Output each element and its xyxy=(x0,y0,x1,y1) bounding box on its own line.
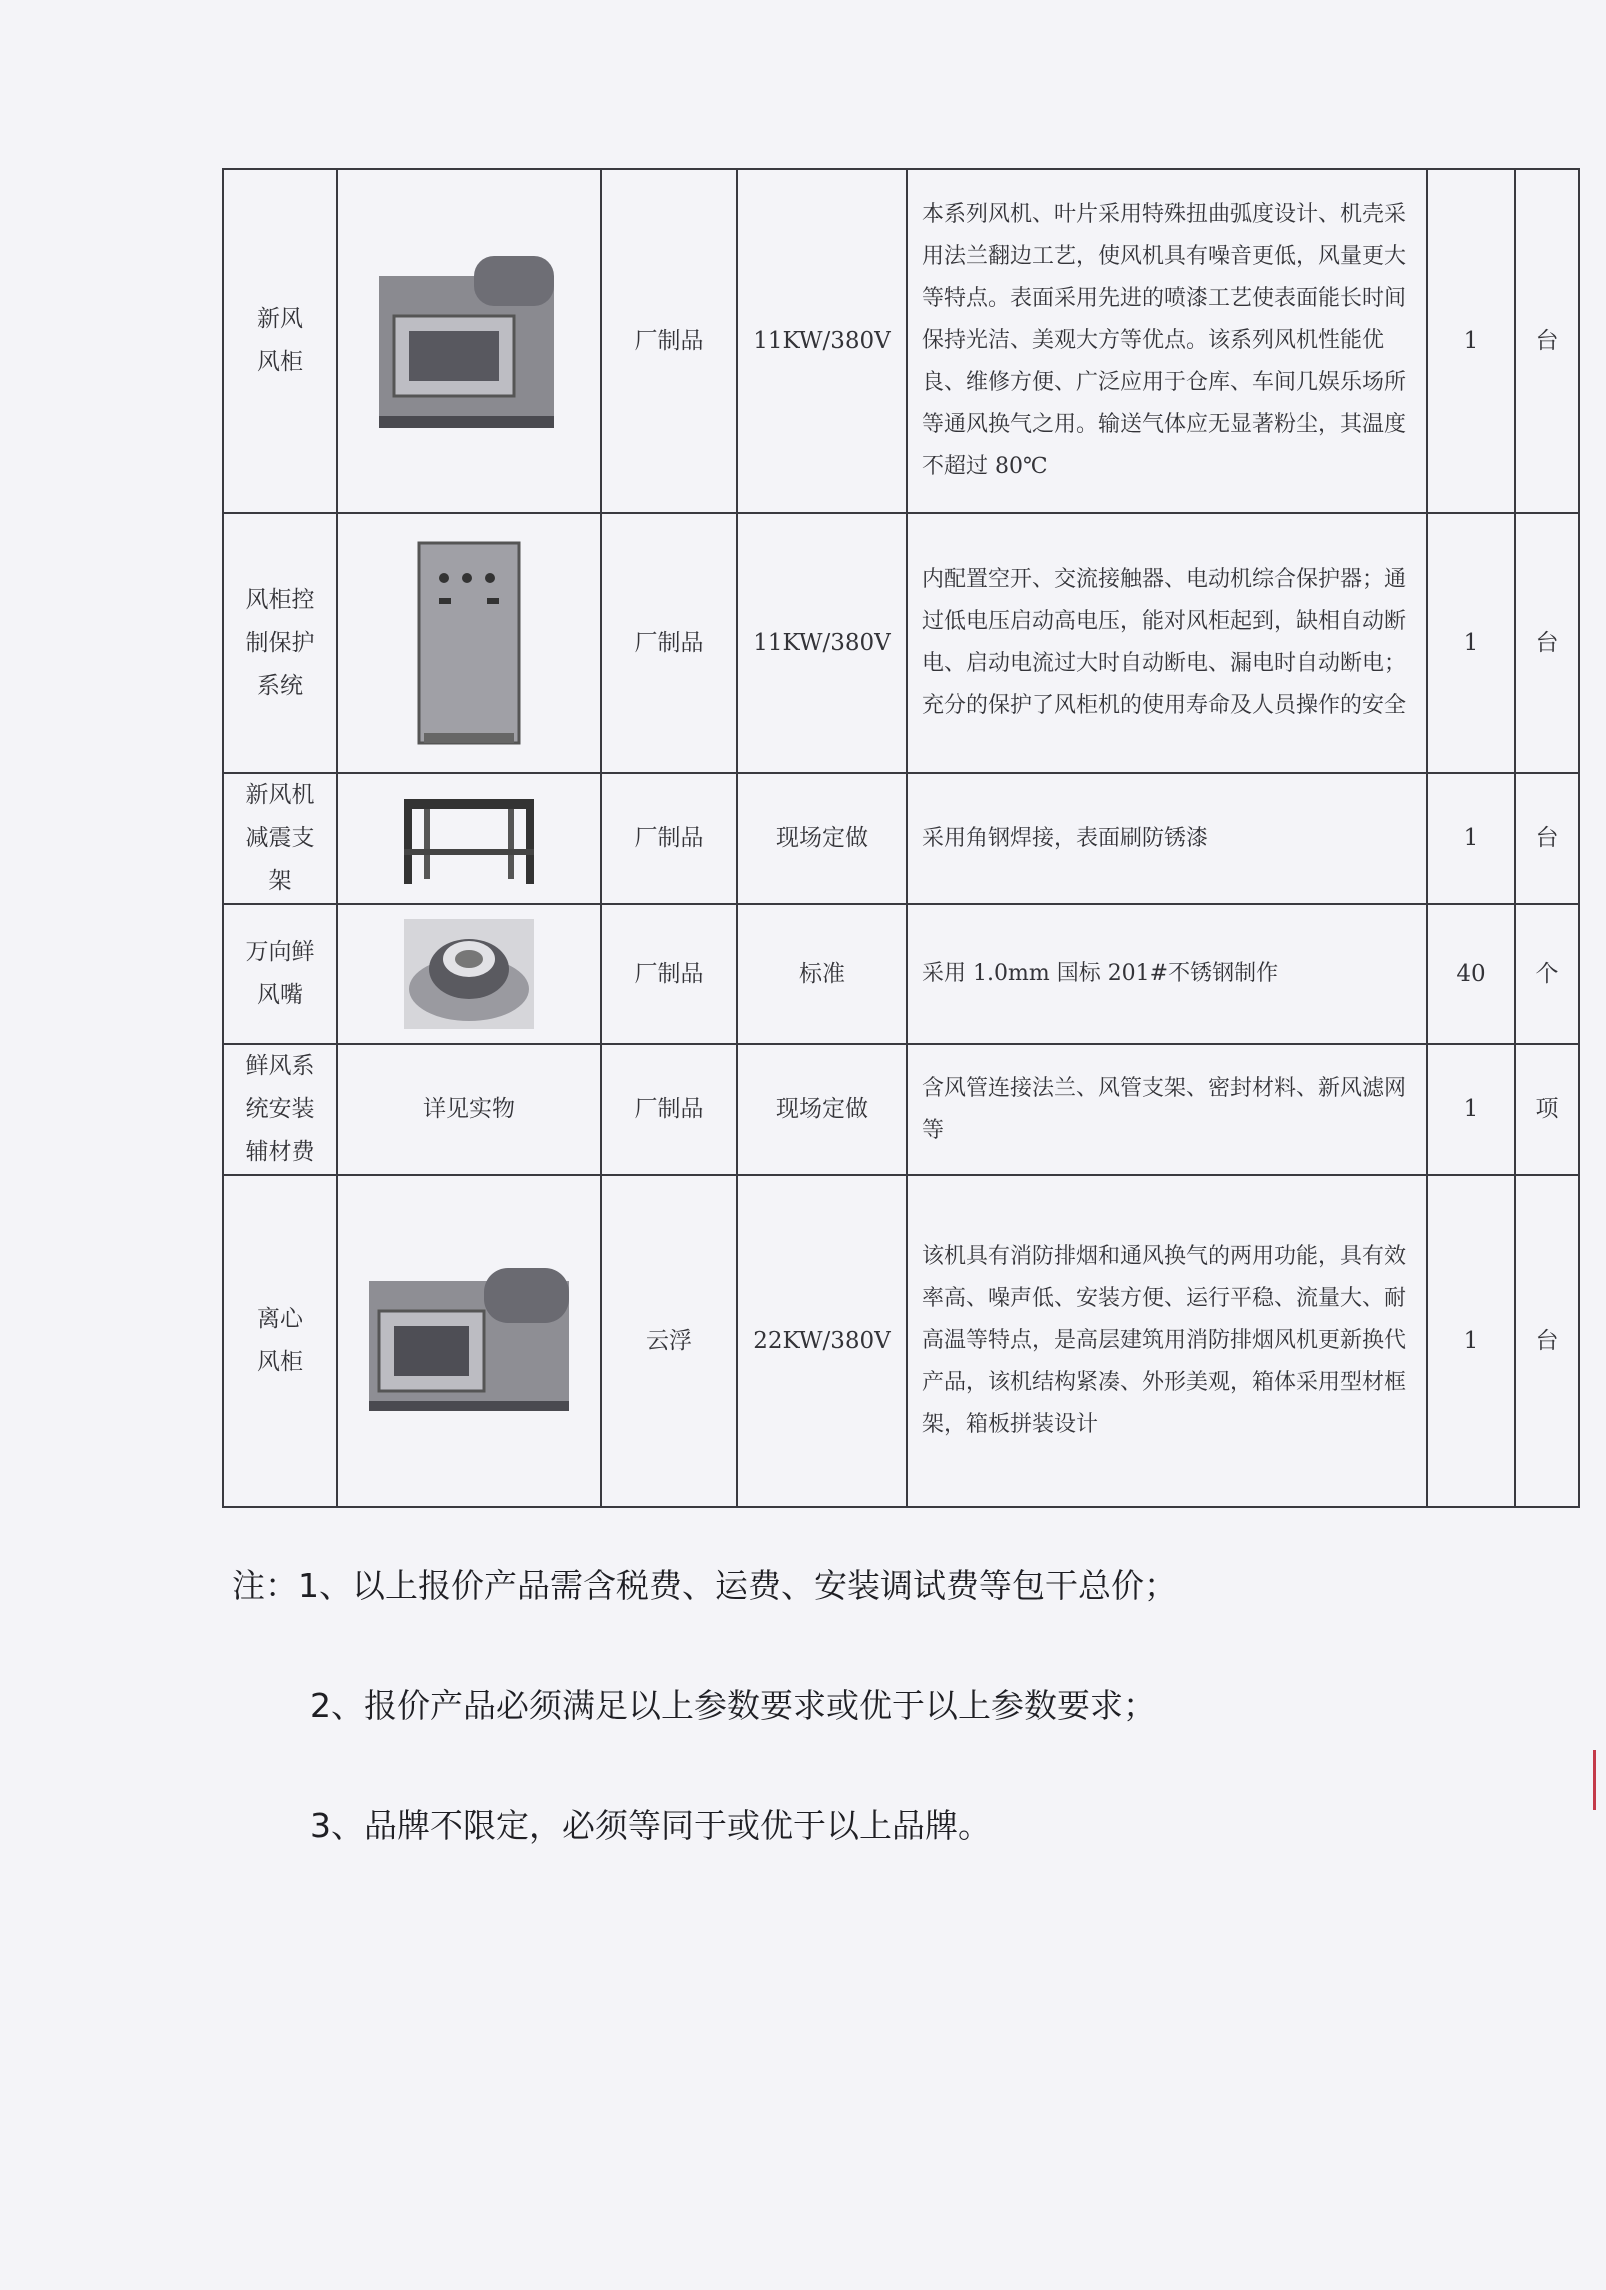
item-qty: 1 xyxy=(1427,1175,1515,1507)
item-unit: 项 xyxy=(1515,1044,1579,1175)
item-image xyxy=(337,773,601,904)
item-unit: 台 xyxy=(1515,169,1579,513)
item-spec: 11KW/380V xyxy=(737,513,907,773)
item-brand: 云浮 xyxy=(601,1175,737,1507)
item-description: 本系列风机、叶片采用特殊扭曲弧度设计、机壳采用法兰翻边工艺，使风机具有噪音更低，风量更大等特点。表面采用先进的喷漆工艺使表面能长时间保持光洁、美观大方等优点。该系列风机性能优良、维修方便、广泛应用于仓库、车间几娱乐场所等通风换气之用。输送气体应无显著粉尘，其温度不超过 80℃ xyxy=(907,169,1427,513)
item-unit: 台 xyxy=(1515,773,1579,904)
item-image xyxy=(337,904,601,1044)
pen-mark xyxy=(1593,1750,1596,1810)
item-unit: 个 xyxy=(1515,904,1579,1044)
table-row xyxy=(223,904,1579,1044)
item-spec: 现场定做 xyxy=(737,773,907,904)
centrifugal-fan-cabinet-photo xyxy=(364,1266,574,1416)
item-description: 内配置空开、交流接触器、电动机综合保护器；通过低电压启动高电压，能对风柜起到，缺相自动断电、启动电流过大时自动断电、漏电时自动断电；充分的保护了风柜机的使用寿命及人员操作的安全 xyxy=(907,513,1427,773)
item-name: 万向鲜风嘴 xyxy=(223,904,337,1044)
item-brand: 厂制品 xyxy=(601,169,737,513)
item-brand: 厂制品 xyxy=(601,513,737,773)
item-spec: 11KW/380V xyxy=(737,169,907,513)
table-row xyxy=(223,169,1579,513)
box-fan-cabinet-photo xyxy=(374,246,564,436)
table-row xyxy=(223,513,1579,773)
note-2: 2、报价产品必须满足以上参数要求或优于以上参数要求； xyxy=(310,1686,1156,1725)
table-row xyxy=(223,1044,1579,1175)
item-description: 该机具有消防排烟和通风换气的两用功能，具有效率高、噪声低、安装方便、运行平稳、流量大、耐高温等特点，是高层建筑用消防排烟风机更新换代产品，该机结构紧凑、外形美观，箱体采用型材框架，箱板拼装设计 xyxy=(907,1175,1427,1507)
item-image xyxy=(337,1175,601,1507)
table-row xyxy=(223,773,1579,904)
item-description: 采用角钢焊接，表面刷防锈漆 xyxy=(907,773,1427,904)
item-brand: 厂制品 xyxy=(601,773,737,904)
item-name: 离心风柜 xyxy=(223,1175,337,1507)
table-row xyxy=(223,1175,1579,1507)
item-description: 含风管连接法兰、风管支架、密封材料、新风滤网等 xyxy=(907,1044,1427,1175)
item-qty: 1 xyxy=(1427,773,1515,904)
item-qty: 40 xyxy=(1427,904,1515,1044)
control-cabinet-photo xyxy=(409,538,529,748)
item-name: 新风风柜 xyxy=(223,169,337,513)
note-3: 3、品牌不限定，必须等同于或优于以上品牌。 xyxy=(310,1806,991,1845)
item-brand: 厂制品 xyxy=(601,904,737,1044)
item-name: 鲜风系统安装辅材费 xyxy=(223,1044,337,1175)
air-nozzle-photo xyxy=(404,919,534,1029)
item-image-text: 详见实物 xyxy=(337,1044,601,1175)
product-spec-table xyxy=(222,168,1580,1508)
item-spec: 22KW/380V xyxy=(737,1175,907,1507)
item-name: 新风机减震支架 xyxy=(223,773,337,904)
item-spec: 现场定做 xyxy=(737,1044,907,1175)
item-unit: 台 xyxy=(1515,1175,1579,1507)
item-qty: 1 xyxy=(1427,1044,1515,1175)
item-spec: 标准 xyxy=(737,904,907,1044)
item-image xyxy=(337,169,601,513)
item-unit: 台 xyxy=(1515,513,1579,773)
steel-frame-photo xyxy=(394,789,544,889)
item-qty: 1 xyxy=(1427,169,1515,513)
item-brand: 厂制品 xyxy=(601,1044,737,1175)
item-image xyxy=(337,513,601,773)
item-name: 风柜控制保护系统 xyxy=(223,513,337,773)
note-1: 注：1、以上报价产品需含税费、运费、安装调试费等包干总价； xyxy=(232,1566,1177,1605)
item-description: 采用 1.0mm 国标 201#不锈钢制作 xyxy=(907,904,1427,1044)
item-qty: 1 xyxy=(1427,513,1515,773)
